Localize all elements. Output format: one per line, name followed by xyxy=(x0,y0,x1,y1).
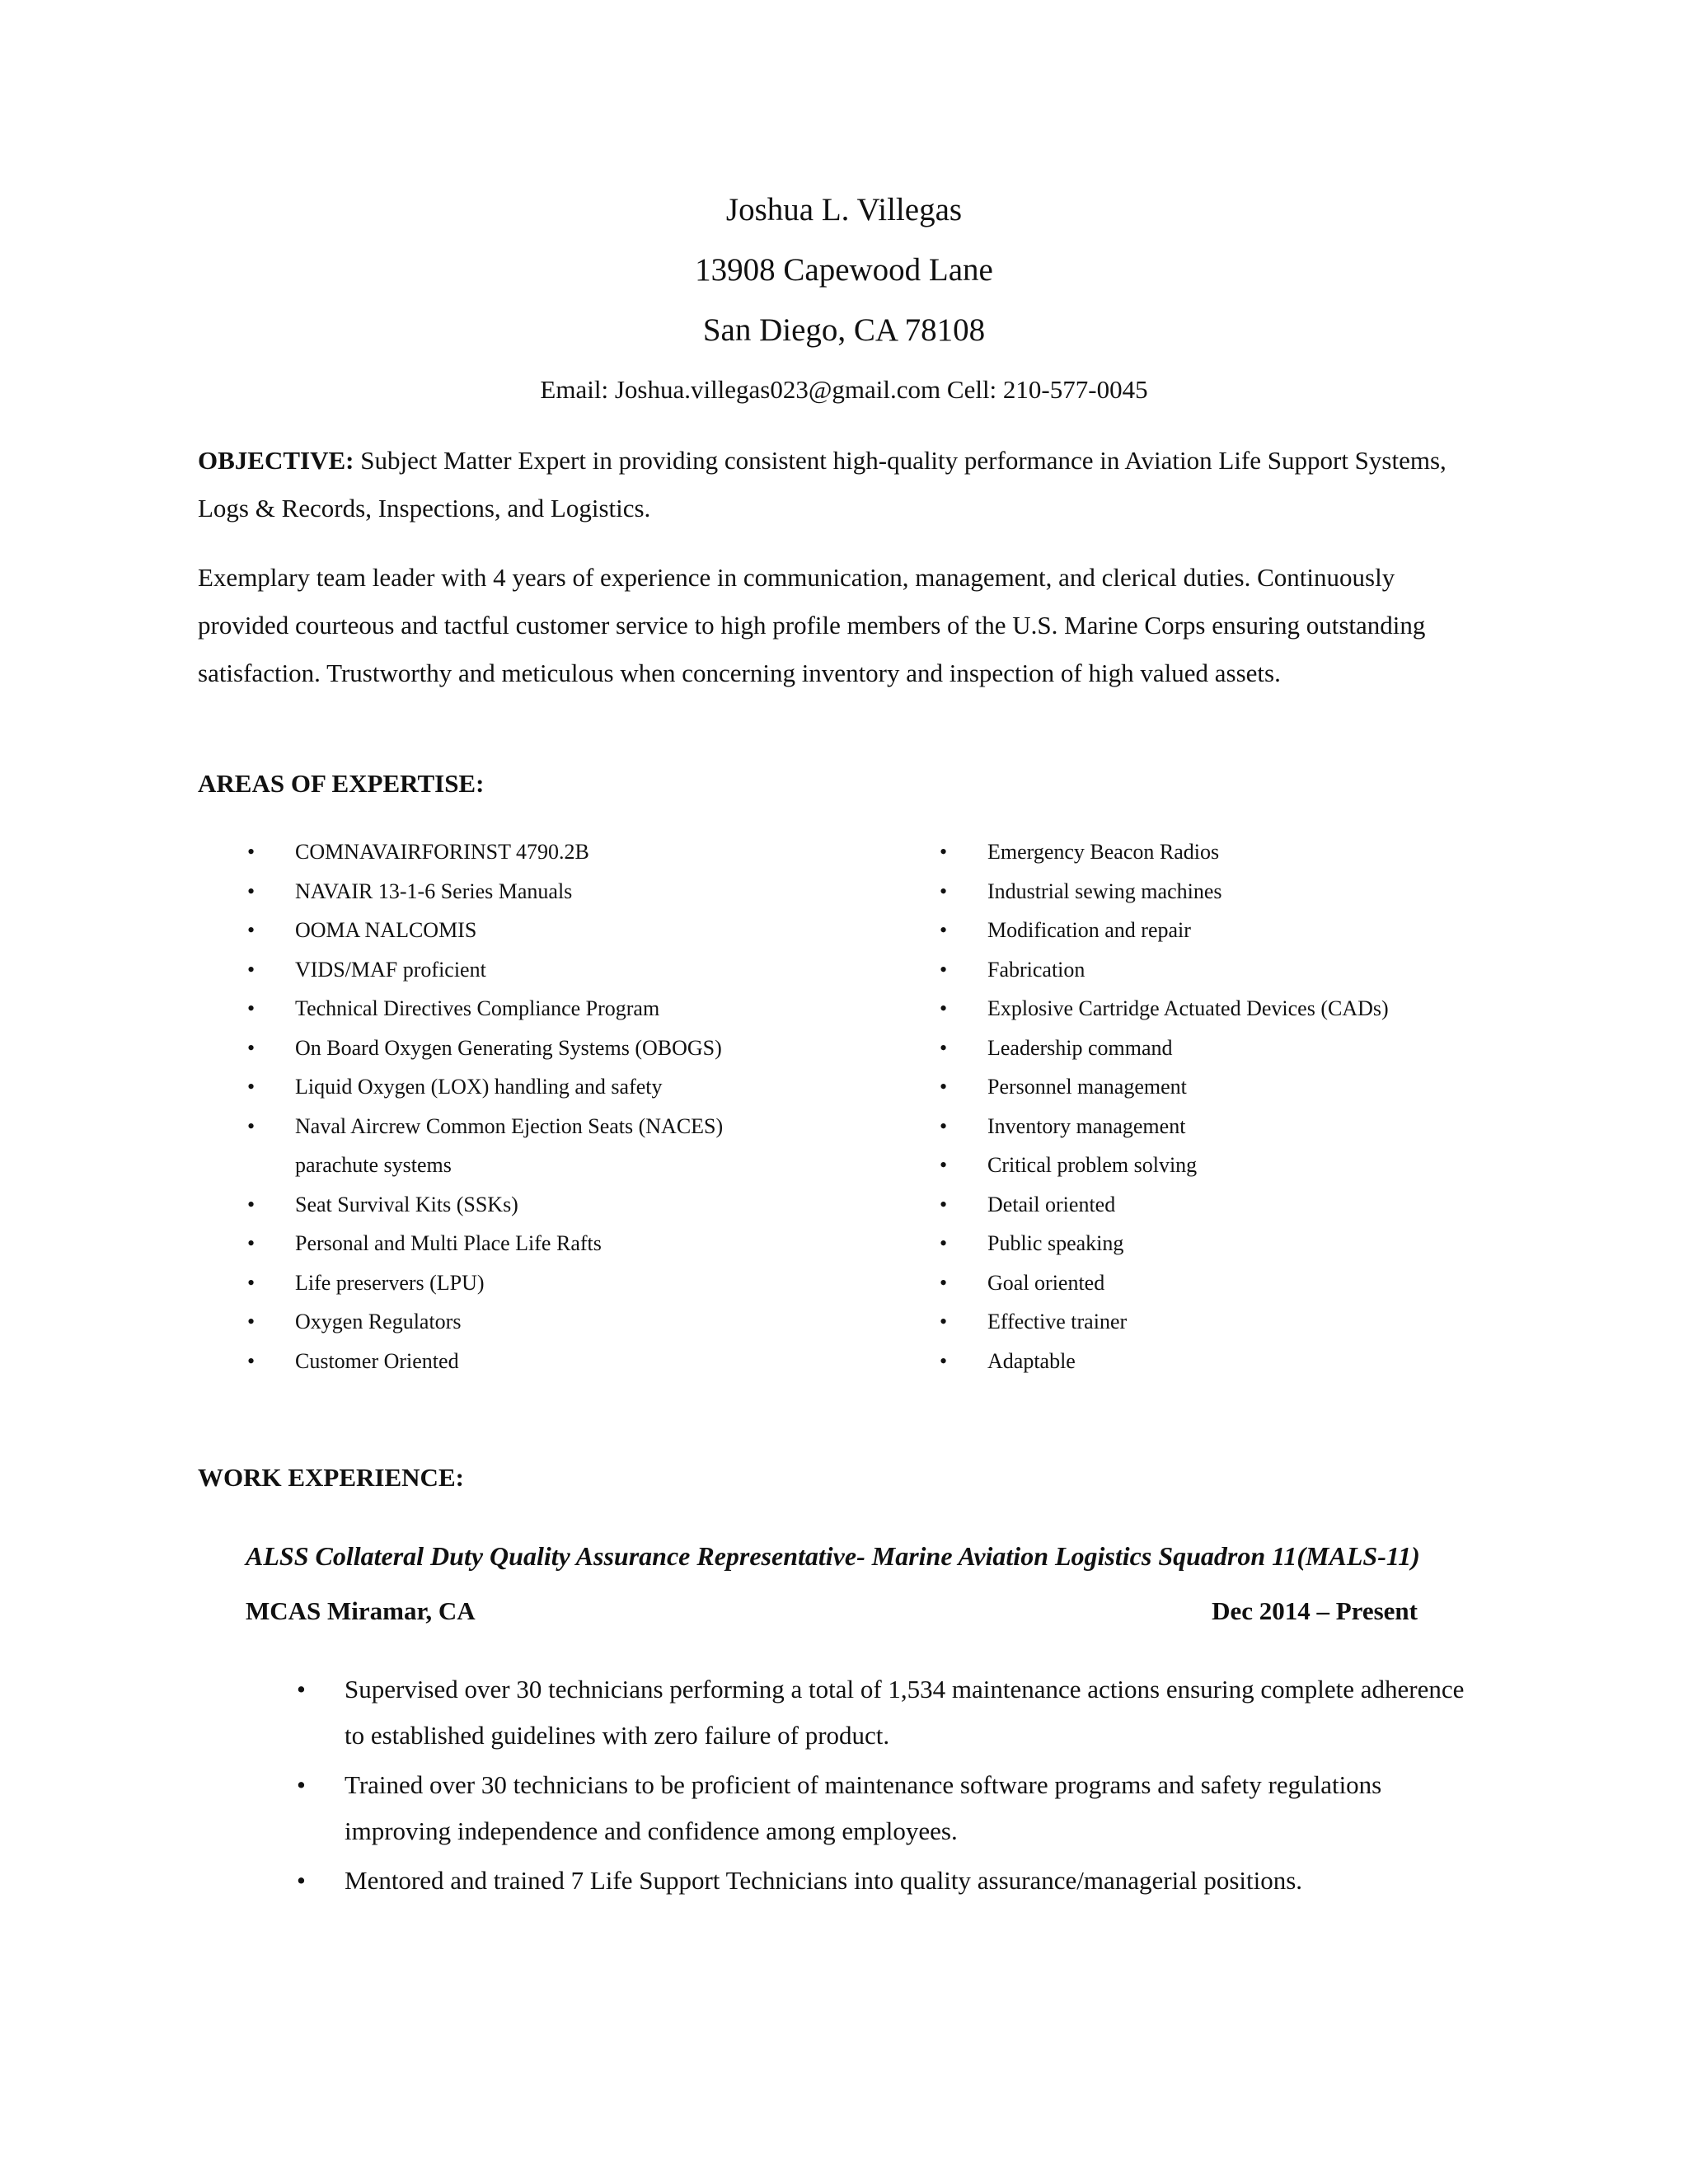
duty-item: • Trained over 30 technicians to be proficient of maintenance software programs and safety regulations improving independence and confidence among employees. xyxy=(297,1762,1484,1854)
expertise-item: • Leadership command xyxy=(940,1029,1484,1068)
objective-text: Subject Matter Expert in providing consistent high-quality performance in Aviation Life Support Systems, Logs & Records, Inspections, and Logistics. xyxy=(198,446,1447,523)
expertise-item: • Goal oriented xyxy=(940,1263,1484,1303)
email-address: Joshua.villegas023@gmail.com xyxy=(614,375,941,404)
email-label: Email: xyxy=(540,375,609,404)
expertise-item: • Emergency Beacon Radios xyxy=(940,832,1484,872)
expertise-item: • Explosive Cartridge Actuated Devices (CADs) xyxy=(940,989,1484,1029)
expertise-item: • Modification and repair xyxy=(940,911,1484,950)
expertise-item: • Effective trainer xyxy=(940,1302,1484,1342)
address-line-1: 13908 Capewood Lane xyxy=(695,252,993,288)
job-location: MCAS Miramar, CA xyxy=(246,1596,476,1625)
expertise-item: • Seat Survival Kits (SSKs) xyxy=(247,1185,791,1225)
expertise-list-right xyxy=(940,832,1484,1380)
expertise-item: • NAVAIR 13-1-6 Series Manuals xyxy=(247,872,791,912)
objective-paragraph xyxy=(198,437,1484,532)
duty-item: • Mentored and trained 7 Life Support Technicians into quality assurance/managerial positions. xyxy=(297,1858,1484,1904)
expertise-item: • Industrial sewing machines xyxy=(940,872,1484,912)
applicant-name: Joshua L. Villegas xyxy=(725,192,963,227)
expertise-item: • Naval Aircrew Common Ejection Seats (NACES) parachute systems xyxy=(247,1107,791,1185)
expertise-item: • Life preservers (LPU) xyxy=(247,1263,791,1303)
expertise-item: • Technical Directives Compliance Program xyxy=(247,989,791,1029)
duty-item: • Supervised over 30 technicians performing a total of 1,534 maintenance actions ensuring complete adherence to established guidelines with zero failure of product. xyxy=(297,1666,1484,1759)
cell-number: 210-577-0045 xyxy=(1002,375,1148,404)
expertise-item: • OOMA NALCOMIS xyxy=(247,911,791,950)
expertise-item: • VIDS/MAF proficient xyxy=(247,950,791,990)
expertise-item: • On Board Oxygen Generating Systems (OBOGS) xyxy=(247,1029,791,1068)
areas-of-expertise-heading: AREAS OF EXPERTISE: xyxy=(198,769,485,798)
job-title: ALSS Collateral Duty Quality Assurance Representative- Marine Aviation Logistics Squadron 11(MALS-11) xyxy=(246,1541,1420,1571)
summary-paragraph: Exemplary team leader with 4 years of experience in communication, management, and clerical duties. Continuously provided courteous and tactful customer service to high profile members of the U.S. Marine Corps ensuring outstanding satisfaction. Trustworthy and meticulous when concerning inventory and inspection of high valued assets. xyxy=(198,563,1426,687)
expertise-item: • Adaptable xyxy=(940,1342,1484,1381)
expertise-item: • Inventory management xyxy=(940,1107,1484,1146)
expertise-item: • Public speaking xyxy=(940,1224,1484,1263)
expertise-item: • Customer Oriented xyxy=(247,1342,791,1381)
expertise-item: • Critical problem solving xyxy=(940,1146,1484,1185)
work-experience-heading: WORK EXPERIENCE: xyxy=(198,1463,464,1492)
job-dates: Dec 2014 – Present xyxy=(1212,1596,1418,1625)
expertise-list-left xyxy=(247,832,791,1380)
expertise-item: • Personnel management xyxy=(940,1067,1484,1107)
objective-label: OBJECTIVE: xyxy=(198,446,354,475)
cell-label: Cell: xyxy=(946,375,997,404)
expertise-item: • Personal and Multi Place Life Rafts xyxy=(247,1224,791,1263)
expertise-item: • Detail oriented xyxy=(940,1185,1484,1225)
expertise-item: • Liquid Oxygen (LOX) handling and safety xyxy=(247,1067,791,1107)
expertise-item: • Fabrication xyxy=(940,950,1484,990)
expertise-item: • COMNAVAIRFORINST 4790.2B xyxy=(247,832,791,872)
contact-line xyxy=(0,375,1688,405)
expertise-item: • Oxygen Regulators xyxy=(247,1302,791,1342)
address-line-2: San Diego, CA 78108 xyxy=(702,312,986,348)
job-duties-list xyxy=(297,1666,1484,1907)
